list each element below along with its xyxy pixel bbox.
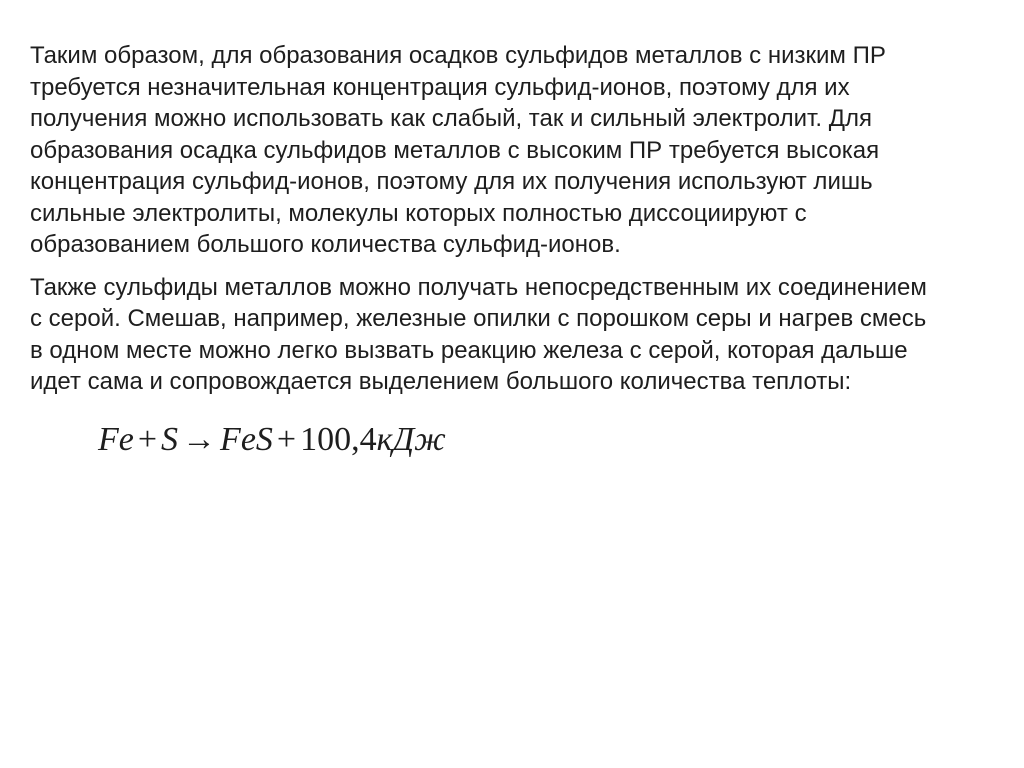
- text-line: образования осадка сульфидов металлов с высоким ПР требуется высокая: [30, 136, 880, 164]
- reaction-equation: [98, 418, 446, 462]
- text-line: с серой. Смешав, например, железные опилки с порошком серы и нагрев смесь: [30, 305, 927, 332]
- equation-plus-sign: +: [276, 421, 297, 458]
- equation-heat-unit: кДж: [376, 421, 446, 458]
- equation-arrow: →: [182, 421, 217, 458]
- text-line: идет сама и сопровождается выделением большого количества теплоты:: [30, 368, 852, 395]
- text-line: получения можно использовать как слабый, так и сильный электролит. Для: [30, 105, 872, 132]
- paragraph-direct-synthesis: [30, 272, 1005, 398]
- equation-heat-value: 100,4: [300, 421, 377, 458]
- text-line: Таким образом, для образования осадков сульфидов металлов с низким ПР: [30, 42, 886, 69]
- text-line: Также сульфиды металлов можно получать непосредственным их соединением: [30, 273, 927, 301]
- text-line: образованием большого количества сульфид-ионов.: [30, 231, 621, 258]
- equation-plus-sign: +: [137, 421, 158, 458]
- equation-reactant-fe: Fe: [98, 421, 134, 458]
- text-line: концентрация сульфид-ионов, поэтому для их получения используют лишь: [30, 168, 873, 195]
- text-line: требуется незначительная концентрация сульфид-ионов, поэтому для их: [30, 73, 850, 101]
- paragraph-sulfide-precipitation: [30, 40, 1005, 261]
- text-line: сильные электролиты, молекулы которых полностью диссоциируют с: [30, 199, 807, 227]
- equation-reactant-s: S: [161, 421, 179, 458]
- text-line: в одном месте можно легко вызвать реакцию железа с серой, которая дальше: [30, 336, 908, 364]
- body-text: [30, 40, 1005, 398]
- equation-product-fes: FeS: [220, 421, 273, 458]
